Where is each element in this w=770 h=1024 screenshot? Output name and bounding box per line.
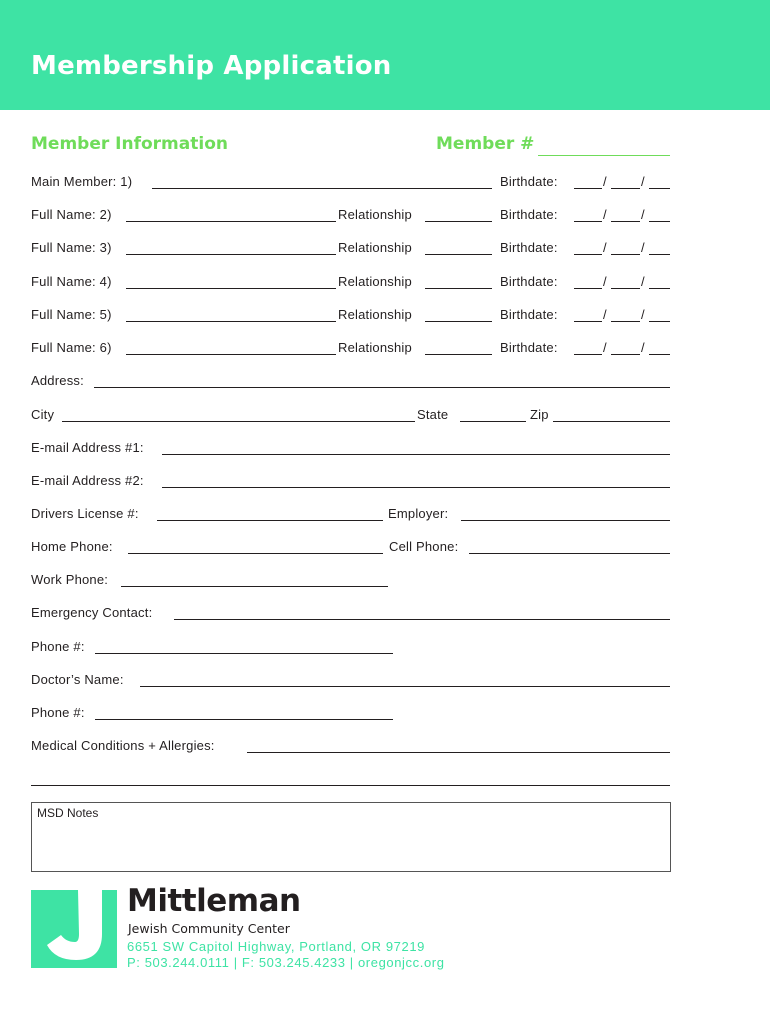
cell-phone-label: Cell Phone: [389, 539, 459, 554]
birthdate-day-field[interactable] [611, 321, 640, 322]
org-address: 6651 SW Capitol Highway, Portland, OR 97219 [127, 939, 425, 954]
birthdate-month-field[interactable] [574, 254, 602, 255]
birthdate-year-field[interactable] [649, 288, 670, 289]
date-separator: / [603, 240, 607, 255]
section-heading-member-information: Member Information [31, 134, 228, 154]
main-member-label: Main Member: 1) [31, 174, 133, 189]
date-separator: / [641, 174, 645, 189]
org-name: Mittleman [127, 883, 301, 919]
relationship-3-field[interactable] [425, 254, 492, 255]
date-separator: / [603, 340, 607, 355]
state-field[interactable] [460, 421, 526, 422]
birthdate-month-field[interactable] [574, 188, 602, 189]
full-name-4-label: Full Name: 4) [31, 274, 112, 289]
relationship-4-field[interactable] [425, 288, 492, 289]
city-label: City [31, 407, 55, 422]
medical-conditions-field-continued[interactable] [31, 785, 670, 786]
full-name-3-label: Full Name: 3) [31, 240, 112, 255]
doctor-phone-field[interactable] [95, 719, 393, 720]
relationship-2-field[interactable] [425, 221, 492, 222]
member-number-field[interactable] [538, 155, 670, 156]
birthdate-day-field[interactable] [611, 354, 640, 355]
address-label: Address: [31, 373, 84, 388]
birthdate-year-field[interactable] [649, 321, 670, 322]
relationship-label: Relationship [338, 240, 412, 255]
full-name-5-field[interactable] [126, 321, 336, 322]
email-1-field[interactable] [162, 454, 670, 455]
emergency-phone-label: Phone #: [31, 639, 85, 654]
date-separator: / [641, 240, 645, 255]
msd-notes-label: MSD Notes [37, 806, 99, 820]
birthdate-year-field[interactable] [649, 188, 670, 189]
birthdate-day-field[interactable] [611, 188, 640, 189]
birthdate-label: Birthdate: [500, 240, 558, 255]
full-name-3-field[interactable] [126, 254, 336, 255]
email-2-field[interactable] [162, 487, 670, 488]
state-label: State [417, 407, 449, 422]
doctors-name-field[interactable] [140, 686, 670, 687]
full-name-2-label: Full Name: 2) [31, 207, 112, 222]
home-phone-label: Home Phone: [31, 539, 113, 554]
date-separator: / [603, 274, 607, 289]
relationship-label: Relationship [338, 207, 412, 222]
doctors-name-label: Doctor’s Name: [31, 672, 124, 687]
section-heading-member-number: Member # [436, 134, 535, 154]
drivers-license-label: Drivers License #: [31, 506, 139, 521]
work-phone-label: Work Phone: [31, 572, 109, 587]
email-1-label: E-mail Address #1: [31, 440, 144, 455]
date-separator: / [603, 307, 607, 322]
relationship-label: Relationship [338, 340, 412, 355]
home-phone-field[interactable] [128, 553, 383, 554]
drivers-license-field[interactable] [157, 520, 383, 521]
birthdate-year-field[interactable] [649, 354, 670, 355]
city-field[interactable] [62, 421, 415, 422]
cell-phone-field[interactable] [469, 553, 670, 554]
birthdate-label: Birthdate: [500, 207, 558, 222]
relationship-6-field[interactable] [425, 354, 492, 355]
relationship-5-field[interactable] [425, 321, 492, 322]
relationship-label: Relationship [338, 307, 412, 322]
org-subtitle: Jewish Community Center [128, 921, 290, 936]
address-field[interactable] [94, 387, 670, 388]
birthdate-month-field[interactable] [574, 321, 602, 322]
employer-label: Employer: [388, 506, 449, 521]
page-title: Membership Application [31, 51, 392, 81]
mjcc-logo-mark [31, 890, 117, 968]
birthdate-day-field[interactable] [611, 288, 640, 289]
full-name-6-field[interactable] [126, 354, 336, 355]
full-name-2-field[interactable] [126, 221, 336, 222]
birthdate-year-field[interactable] [649, 254, 670, 255]
birthdate-label: Birthdate: [500, 174, 558, 189]
emergency-contact-label: Emergency Contact: [31, 605, 153, 620]
email-2-label: E-mail Address #2: [31, 473, 144, 488]
birthdate-day-field[interactable] [611, 254, 640, 255]
birthdate-day-field[interactable] [611, 221, 640, 222]
birthdate-month-field[interactable] [574, 221, 602, 222]
doctor-phone-label: Phone #: [31, 705, 85, 720]
org-contact-line: P: 503.244.0111 | F: 503.245.4233 | oregonjcc.org [127, 955, 445, 970]
date-separator: / [641, 207, 645, 222]
medical-conditions-field[interactable] [247, 752, 670, 753]
zip-label: Zip [530, 407, 549, 422]
birthdate-label: Birthdate: [500, 274, 558, 289]
emergency-contact-field[interactable] [174, 619, 670, 620]
date-separator: / [641, 274, 645, 289]
birthdate-label: Birthdate: [500, 340, 558, 355]
msd-notes-box[interactable] [31, 802, 671, 872]
birthdate-month-field[interactable] [574, 354, 602, 355]
work-phone-field[interactable] [121, 586, 388, 587]
full-name-6-label: Full Name: 6) [31, 340, 112, 355]
zip-field[interactable] [553, 421, 670, 422]
birthdate-label: Birthdate: [500, 307, 558, 322]
emergency-phone-field[interactable] [95, 653, 393, 654]
date-separator: / [603, 207, 607, 222]
medical-conditions-label: Medical Conditions + Allergies: [31, 738, 215, 753]
date-separator: / [641, 307, 645, 322]
date-separator: / [603, 174, 607, 189]
relationship-label: Relationship [338, 274, 412, 289]
full-name-5-label: Full Name: 5) [31, 307, 112, 322]
birthdate-month-field[interactable] [574, 288, 602, 289]
date-separator: / [641, 340, 645, 355]
birthdate-year-field[interactable] [649, 221, 670, 222]
employer-field[interactable] [461, 520, 670, 521]
j-letter-icon [31, 890, 117, 968]
full-name-4-field[interactable] [126, 288, 336, 289]
main-member-name-field[interactable] [152, 188, 492, 189]
